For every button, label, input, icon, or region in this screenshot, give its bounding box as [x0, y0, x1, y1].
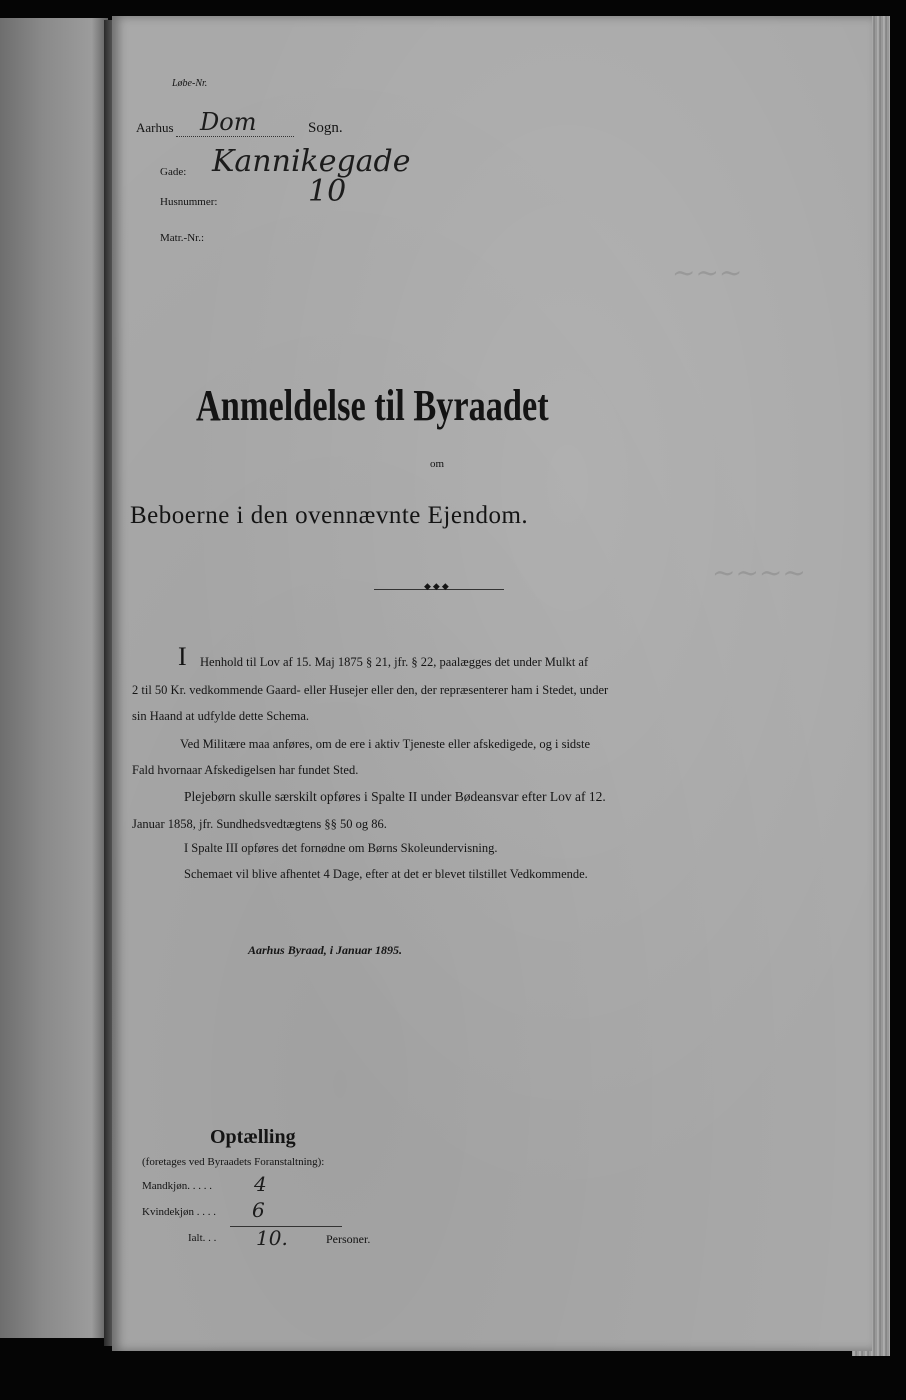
left-page	[0, 18, 108, 1338]
paragraph-1-line-1: Henhold til Lov af 15. Maj 1875 § 21, jfr. § 22, paalægges det under Mulkt af	[200, 655, 589, 669]
bleed-through-mark: ~~~	[672, 256, 743, 289]
matr-label: Matr.-Nr.:	[160, 232, 204, 244]
personer-label: Personer.	[326, 1232, 371, 1246]
paragraph-1-line-3: sin Haand at udfylde dette Schema.	[132, 709, 310, 723]
paragraph-2-line-1: Ved Militære maa anføres, om de ere i aktiv Tjeneste eller afskedigede, og i sidste	[180, 737, 591, 751]
count-heading: Optælling	[210, 1126, 296, 1148]
gade-label: Gade:	[160, 166, 187, 178]
paragraph-initial: I	[178, 642, 187, 671]
ialt-label: Ialt. . .	[188, 1232, 217, 1244]
kvindekjon-value: 6	[252, 1198, 265, 1222]
mandkjon-label: Mandkjøn. . . . .	[142, 1180, 212, 1192]
husnummer-handwritten: 10	[308, 174, 347, 209]
signature-line: Aarhus Byraad, i Januar 1895.	[248, 943, 403, 957]
count-subheading: (foretages ved Byraadets Foranstaltning):	[142, 1156, 325, 1168]
lobe-nr-label: Løbe-Nr.	[172, 78, 208, 89]
ialt-value: 10.	[256, 1226, 288, 1250]
sogn-label: Sogn.	[308, 120, 343, 136]
aarhus-label: Aarhus	[136, 120, 174, 135]
document-title: Anmeldelse til Byraadet	[196, 381, 549, 430]
paragraph-1-line-2: 2 til 50 Kr. vedkommende Gaard- eller Husejer eller den, der repræsenterer ham i Stedet, under	[132, 683, 609, 697]
parish-handwritten: Dom	[200, 108, 257, 136]
bleed-through-mark: ~~~~	[712, 556, 806, 589]
kvindekjon-label: Kvindekjøn . . . .	[142, 1206, 216, 1218]
paragraph-2-line-2: Fald hvornaar Afskedigelsen har fundet Sted.	[132, 763, 359, 777]
paragraph-5: Schemaet vil blive afhentet 4 Dage, efter at det er blevet tilstillet Vedkommende.	[184, 867, 588, 881]
paragraph-3-line-1: Plejebørn skulle særskilt opføres i Spalte II under Bødeansvar efter Lov af 12.	[184, 789, 606, 804]
paragraph-4: I Spalte III opføres det fornødne om Børns Skoleundervisning.	[184, 841, 498, 855]
gade-handwritten: Kannikegade	[212, 144, 411, 179]
ornament-diamonds: ◆◆◆	[424, 582, 451, 592]
parish-line	[176, 136, 294, 137]
husnummer-label: Husnummer:	[160, 196, 218, 208]
paragraph-3-line-2: Januar 1858, jfr. Sundhedsvedtægtens §§ 50 og 86.	[132, 817, 387, 831]
title-om: om	[430, 458, 445, 470]
mandkjon-value: 4	[254, 1172, 267, 1196]
document-page	[112, 16, 872, 1351]
document-subtitle: Beboerne i den ovennævnte Ejendom.	[130, 502, 529, 529]
